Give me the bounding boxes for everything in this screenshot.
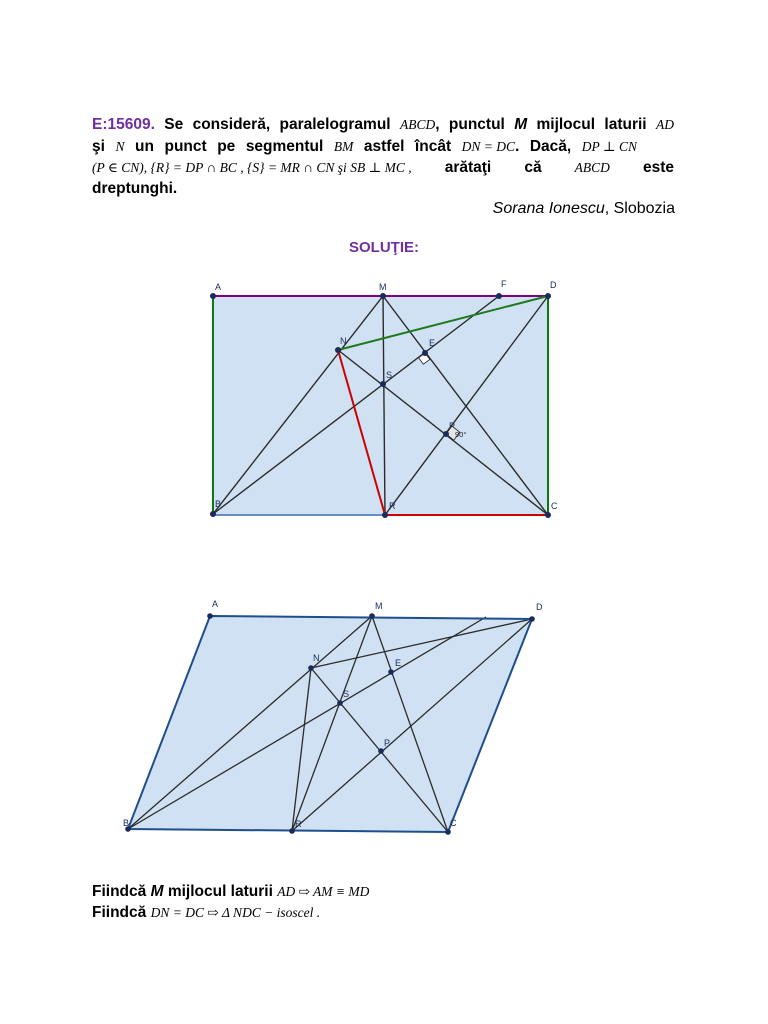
label-c: C <box>450 818 457 828</box>
point-e <box>388 669 394 675</box>
rectangle-diagram <box>190 270 580 532</box>
problem-line-3 <box>92 158 674 178</box>
that-text: că <box>524 159 542 176</box>
point-d <box>545 293 551 299</box>
such-that-text: astfel încât <box>363 138 452 155</box>
math-ad: AD <box>655 117 674 132</box>
conclusion-line-1 <box>92 882 672 902</box>
problem-point-text: , punctul <box>435 116 505 133</box>
solution-heading: SOLUŢIE: <box>349 239 419 256</box>
label-a: A <box>212 599 219 609</box>
math-dp-perp-cn: DP ⊥ CN <box>581 139 637 154</box>
label-b: B <box>123 818 130 828</box>
author-place: , Slobozia <box>604 200 675 217</box>
midpoint-text: mijlocul laturii <box>167 883 273 900</box>
label-r: R <box>389 501 396 511</box>
point-s <box>337 700 343 706</box>
since-text: Fiindcă <box>92 883 147 900</box>
rectangle-fill <box>213 296 548 515</box>
point-d <box>529 616 535 622</box>
label-n: N <box>340 336 347 346</box>
point-b <box>210 511 216 517</box>
math-bm: BM <box>333 139 354 154</box>
label-r: R <box>295 819 302 829</box>
point-a <box>210 293 216 299</box>
problem-line-2 <box>92 137 637 157</box>
label-c: C <box>551 501 558 511</box>
math-abcd: ABCD <box>399 117 436 132</box>
label-s: S <box>386 370 393 380</box>
point-r <box>382 512 388 518</box>
is-text: este <box>642 159 674 176</box>
problem-line-1 <box>92 115 674 135</box>
point-m <box>380 293 386 299</box>
math-dn-dc: DN = DC <box>461 139 516 154</box>
point-c <box>445 829 451 835</box>
label-e: E <box>429 338 436 348</box>
point-s <box>380 381 386 387</box>
conclusion-line-2 <box>92 903 672 923</box>
label-n: N <box>313 653 320 663</box>
label-f: F <box>501 279 507 289</box>
point-m-text: M <box>150 883 164 900</box>
problem-intro: Se consideră, paralelogramul <box>164 116 391 133</box>
point-a <box>207 613 213 619</box>
parallelogram-diagram <box>100 595 560 840</box>
label-d: D <box>550 280 557 290</box>
label-m: M <box>379 282 387 292</box>
and-text: şi <box>92 138 105 155</box>
point-p <box>443 431 449 437</box>
midpoint-text: mijlocul laturii <box>536 116 647 133</box>
label-d: D <box>536 602 543 612</box>
point-r <box>289 828 295 834</box>
math-abcd-2: ABCD <box>574 160 610 175</box>
author-name: Sorana Ionescu <box>492 200 605 217</box>
label-p: P <box>449 421 456 431</box>
point-e <box>422 350 428 356</box>
math-ndc-isosceles: DN = DC ⇨ Δ NDC − isoscel . <box>150 905 321 920</box>
math-am-equals-md: AD ⇨ AM ≡ MD <box>277 884 370 899</box>
author-line <box>92 199 675 219</box>
point-c <box>545 512 551 518</box>
problem-code: E:15609. <box>92 116 155 133</box>
if-text: . Dacă, <box>515 138 572 155</box>
angle-label-90: 90° <box>455 430 467 439</box>
math-n: N <box>115 139 125 154</box>
point-m-text: M <box>514 116 528 133</box>
point-p <box>378 748 384 754</box>
label-m: M <box>375 601 383 611</box>
point-n <box>308 665 314 671</box>
show-text: arătaţi <box>444 159 492 176</box>
math-conditions: (P ∈ CN), {R} = DP ∩ BC , {S} = MR ∩ CN şi SB ⊥ MC , <box>92 160 412 175</box>
since-text: Fiindcă <box>92 904 147 921</box>
point-n <box>335 347 341 353</box>
label-e: E <box>395 658 402 668</box>
parallelogram-fill <box>128 616 532 832</box>
point-m <box>369 613 375 619</box>
label-b: B <box>215 499 222 509</box>
point-f <box>496 293 502 299</box>
rectangle-word: dreptunghi. <box>92 180 178 197</box>
label-a: A <box>215 282 222 292</box>
problem-line-4 <box>92 179 392 199</box>
label-s: S <box>343 689 350 699</box>
segment-text: un punct pe segmentul <box>135 138 324 155</box>
label-p: P <box>384 738 391 748</box>
